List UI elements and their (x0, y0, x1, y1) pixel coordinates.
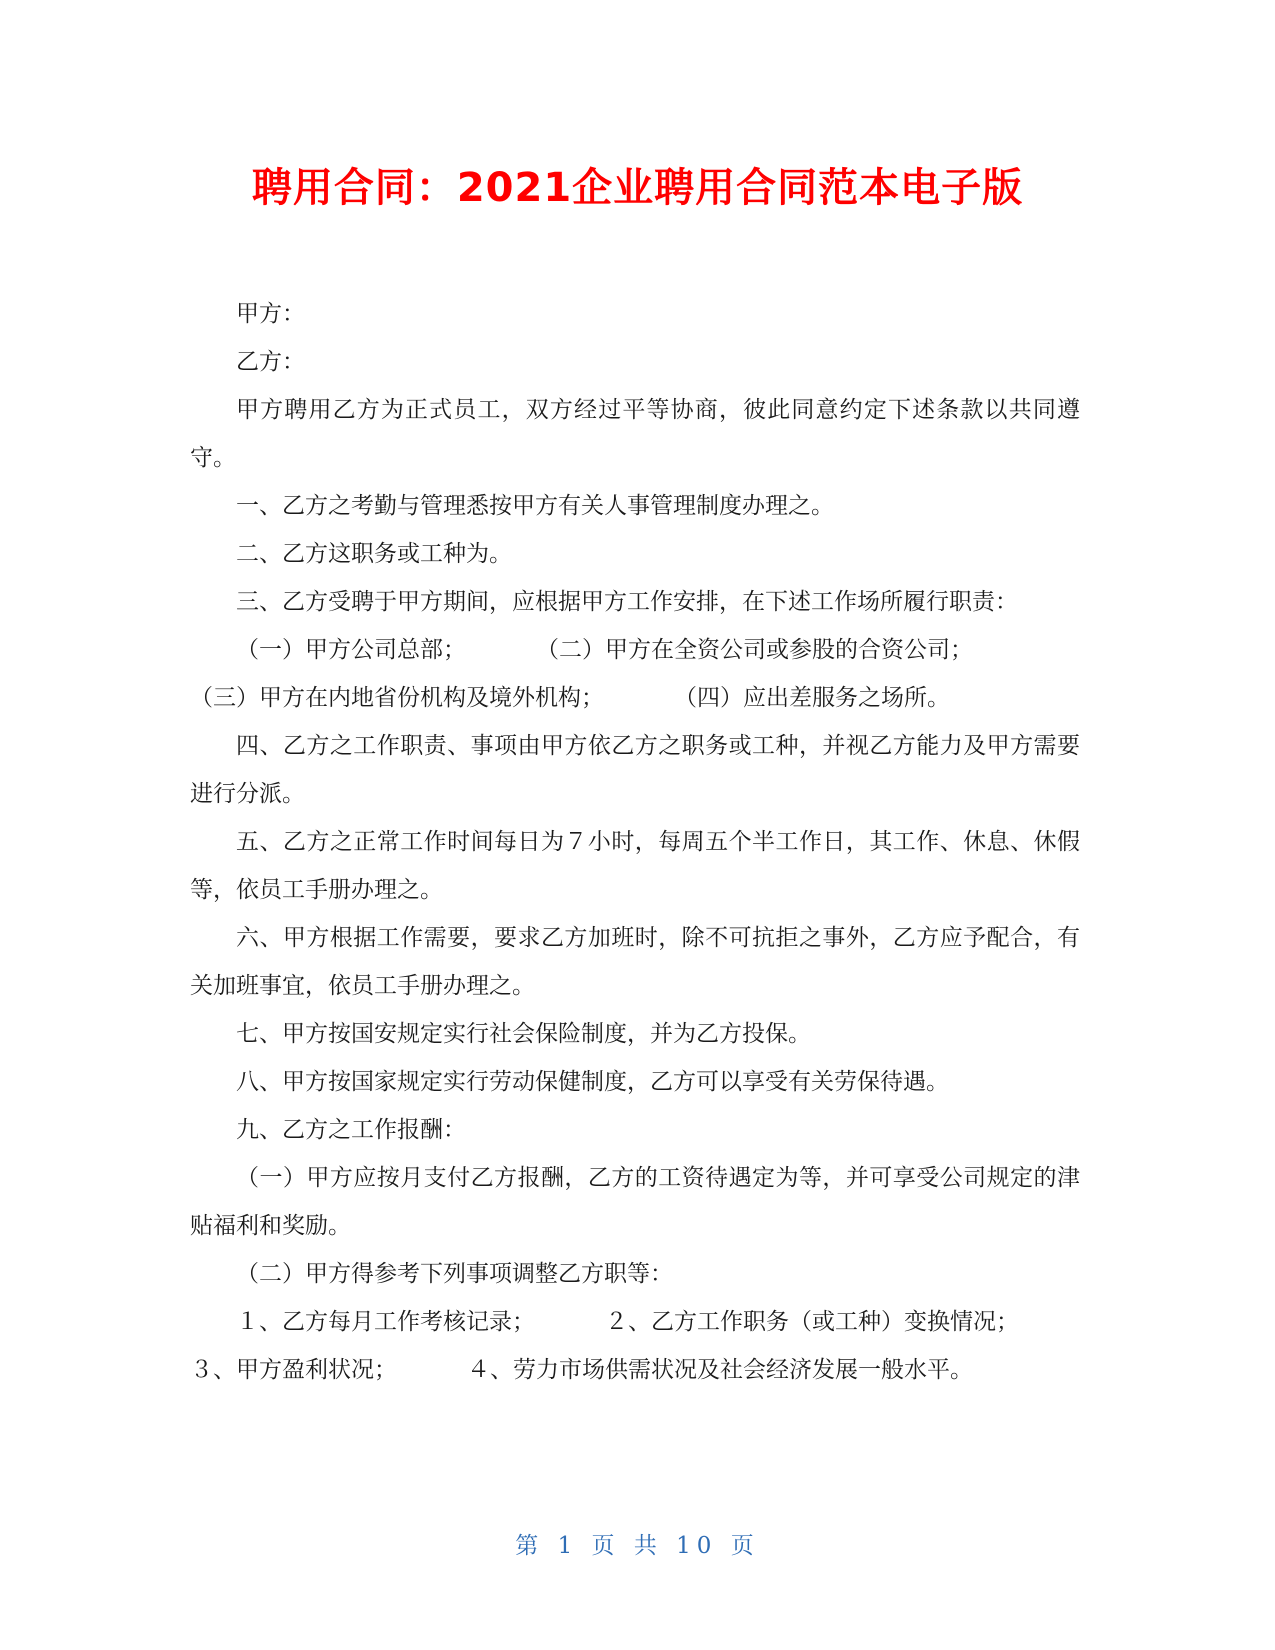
adjust-items-row-1 (190, 1298, 1080, 1346)
clause-9-item-2: （二）甲方得参考下列事项调整乙方职等： (236, 1261, 673, 1287)
clause-8: 八、甲方按国家规定实行劳动保健制度，乙方可以享受有关劳保待遇。 (236, 1069, 949, 1095)
clause-3-items-row-2 (190, 674, 1080, 722)
clause-9-item-1: （一）甲方应按月支付乙方报酬，乙方的工资待遇定为等，并可享受公司规定的津贴福利和奖励。 (190, 1165, 1080, 1239)
party-a-label: 甲方： (236, 301, 305, 327)
clause-2: 二、乙方这职务或工种为。 (236, 541, 512, 567)
adjust-item-4: ４、劳力市场供需状况及社会经济发展一般水平。 (467, 1357, 973, 1383)
clause-4: 四、乙方之工作职责、事项由甲方依乙方之职务或工种，并视乙方能力及甲方需要进行分派。 (190, 733, 1080, 807)
adjust-item-3: ３、甲方盈利状况； (190, 1357, 397, 1383)
adjust-item-2: ２、乙方工作职务（或工种）变换情况； (605, 1309, 1019, 1335)
clause-6: 六、甲方根据工作需要，要求乙方加班时，除不可抗拒之事外，乙方应予配合，有关加班事宜，依员工手册办理之。 (190, 925, 1080, 999)
clause-3-item-4: （四）应出差服务之场所。 (674, 685, 950, 711)
party-b-label: 乙方： (236, 349, 305, 375)
adjust-item-1: １、乙方每月工作考核记录； (236, 1309, 535, 1335)
document-title: 聘用合同：2021企业聘用合同范本电子版 (251, 165, 1024, 211)
intro-paragraph: 甲方聘用乙方为正式员工，双方经过平等协商，彼此同意约定下述条款以共同遵守。 (190, 397, 1080, 471)
adjust-items-row-2 (190, 1346, 1080, 1394)
clause-5: 五、乙方之正常工作时间每日为７小时，每周五个半工作日，其工作、休息、休假等，依员工手册办理之。 (190, 829, 1080, 903)
clause-3-item-1: （一）甲方公司总部； (236, 637, 466, 663)
clause-3-item-3: （三）甲方在内地省份机构及境外机构； (190, 685, 604, 711)
clause-3-item-2: （二）甲方在全资公司或参股的合资公司； (536, 637, 973, 663)
clause-9: 九、乙方之工作报酬： (236, 1117, 466, 1143)
clause-3-items-row-1 (190, 626, 1080, 674)
page-indicator: 第 1 页 共 10 页 (515, 1533, 760, 1559)
clause-3: 三、乙方受聘于甲方期间，应根据甲方工作安排，在下述工作场所履行职责： (236, 589, 1018, 615)
clause-1: 一、乙方之考勤与管理悉按甲方有关人事管理制度办理之。 (236, 493, 834, 519)
document-body (190, 290, 1080, 1394)
clause-7: 七、甲方按国安规定实行社会保险制度，并为乙方投保。 (236, 1021, 811, 1047)
